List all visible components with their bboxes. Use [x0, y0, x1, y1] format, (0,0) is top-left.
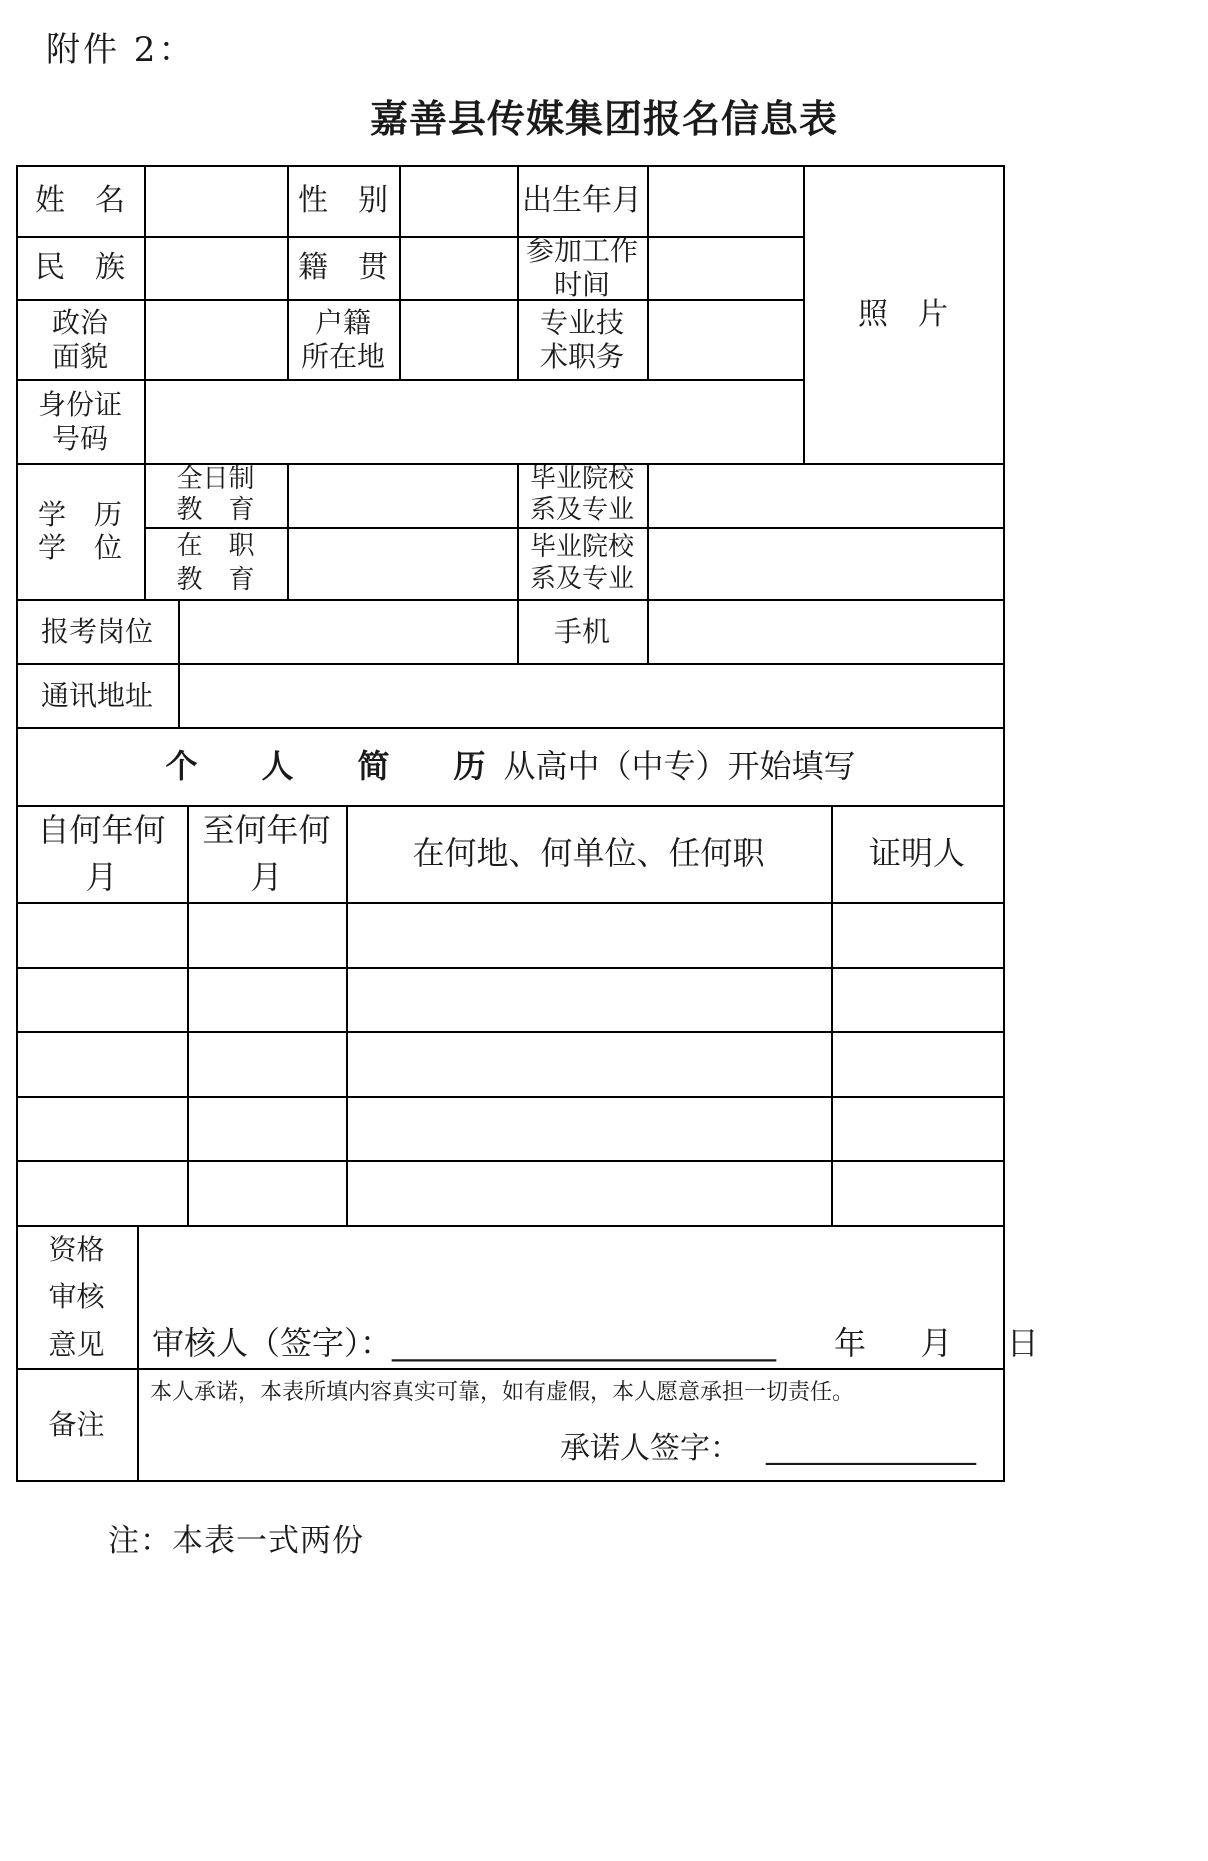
resume-witness-cell[interactable] — [833, 1162, 1002, 1224]
label-apply-position: 报考岗位 — [40, 614, 153, 648]
onjob-school-field[interactable] — [649, 529, 1002, 598]
col-from-line2: 月 — [85, 857, 118, 896]
onjob-edu-field[interactable] — [289, 529, 516, 598]
col-header-from — [16, 805, 187, 902]
col-header-where: 在何地、何单位、任何职 — [412, 834, 765, 873]
label-birth: 出生年月 — [522, 183, 642, 218]
resume-from-cell[interactable] — [18, 1162, 186, 1224]
label-fulltime-school-line1: 毕业院校 — [529, 463, 634, 494]
label-work-start-line2: 时间 — [553, 268, 610, 301]
label-work-start — [517, 236, 647, 300]
resume-from-cell[interactable] — [18, 1098, 186, 1159]
label-tech-title-line1: 专业技 — [539, 305, 624, 339]
label-political — [16, 299, 144, 380]
tech-title-field[interactable] — [649, 301, 802, 378]
resume-witness-cell[interactable] — [833, 904, 1002, 966]
native-place-field[interactable] — [401, 238, 516, 298]
reviewer-signature — [152, 1318, 776, 1364]
reviewer-label: 审核人（签字）： — [152, 1324, 393, 1362]
label-id-line1: 身份证 — [37, 387, 122, 421]
label-ethnicity: 民 族 — [35, 250, 125, 285]
label-id-number — [16, 379, 144, 464]
gender-field[interactable] — [401, 167, 516, 235]
label-review-line3: 意见 — [48, 1327, 105, 1361]
apply-position-field[interactable] — [180, 601, 516, 662]
resume-witness-cell[interactable] — [833, 1098, 1002, 1159]
footer-note: 注：本表一式两份 — [108, 1523, 364, 1559]
resume-to-cell[interactable] — [189, 969, 345, 1030]
resume-from-cell[interactable] — [18, 1033, 186, 1095]
label-gender: 性 别 — [298, 183, 388, 218]
fulltime-edu-field[interactable] — [289, 465, 516, 525]
review-year: 年 — [834, 1324, 867, 1362]
ethnicity-field[interactable] — [146, 238, 286, 298]
label-political-line2: 面貌 — [51, 339, 108, 373]
photo-box[interactable]: 照 片 — [858, 296, 948, 332]
resume-witness-cell[interactable] — [833, 969, 1002, 1030]
label-id-line2: 号码 — [51, 421, 108, 455]
reviewer-signature-line[interactable]: ________________________ — [392, 1324, 777, 1362]
label-education-line2: 学 位 — [37, 530, 122, 564]
label-household-line1: 户籍 — [314, 305, 371, 339]
label-onjob-school — [517, 527, 647, 600]
name-field[interactable] — [146, 167, 286, 235]
resume-title: 个 人 简 历 — [165, 746, 486, 785]
label-education-line1: 学 历 — [37, 498, 122, 532]
label-tech-title — [517, 299, 647, 380]
label-onjob-line2: 教 育 — [176, 564, 255, 595]
id-number-field[interactable] — [146, 381, 802, 462]
resume-where-cell[interactable] — [348, 904, 830, 966]
resume-from-cell[interactable] — [18, 969, 186, 1030]
label-review-line2: 审核 — [48, 1280, 105, 1314]
label-household — [287, 299, 399, 380]
resume-where-cell[interactable] — [348, 1033, 830, 1095]
review-date — [834, 1318, 1039, 1364]
label-fulltime-edu — [144, 463, 287, 527]
resume-where-cell[interactable] — [348, 1162, 830, 1224]
col-to-line1: 至何年何 — [202, 811, 331, 850]
label-remarks: 备注 — [48, 1407, 105, 1441]
label-name: 姓 名 — [35, 183, 125, 218]
label-education — [16, 463, 144, 600]
label-onjob-line1: 在 职 — [176, 530, 255, 561]
col-from-line1: 自何年何 — [37, 811, 166, 850]
address-field[interactable] — [180, 665, 1002, 726]
work-start-field[interactable] — [649, 238, 802, 298]
label-political-line1: 政治 — [51, 305, 108, 339]
attachment-label: 附件 2： — [46, 30, 196, 70]
label-address: 通讯地址 — [40, 678, 153, 712]
label-tech-title-line2: 术职务 — [539, 339, 624, 373]
resume-to-cell[interactable] — [189, 1162, 345, 1224]
resume-witness-cell[interactable] — [833, 1033, 1002, 1095]
label-onjob-school-line2: 系及专业 — [529, 563, 634, 594]
label-fulltime-school — [517, 463, 647, 527]
review-month: 月 — [920, 1324, 953, 1362]
household-field[interactable] — [401, 301, 516, 378]
col-to-line2: 月 — [250, 857, 283, 896]
label-review-line1: 资格 — [48, 1232, 105, 1266]
review-day: 日 — [1006, 1324, 1039, 1362]
resume-heading — [16, 727, 1005, 805]
label-work-start-line1: 参加工作 — [525, 234, 638, 268]
resume-where-cell[interactable] — [348, 969, 830, 1030]
pledger-signature — [560, 1423, 976, 1467]
form-title: 嘉善县传媒集团报名信息表 — [369, 97, 838, 141]
col-header-to — [187, 805, 346, 902]
pledger-signature-line[interactable]: ______________ — [766, 1431, 976, 1466]
pledge-text: 本人承诺，本表所填内容真实可靠，如有虚假，本人愿意承担一切责任。 — [150, 1380, 855, 1405]
political-field[interactable] — [146, 301, 286, 378]
resume-to-cell[interactable] — [189, 904, 345, 966]
label-fulltime-line2: 教 育 — [176, 495, 255, 525]
label-fulltime-school-line2: 系及专业 — [529, 495, 634, 525]
label-onjob-edu — [144, 527, 287, 600]
label-fulltime-line1: 全日制 — [176, 463, 255, 494]
pledger-label: 承诺人签字： — [560, 1431, 740, 1466]
mobile-field[interactable] — [649, 601, 1002, 662]
fulltime-school-field[interactable] — [649, 465, 1002, 525]
label-native-place: 籍 贯 — [298, 250, 388, 285]
col-header-witness: 证明人 — [868, 834, 965, 873]
resume-where-cell[interactable] — [348, 1098, 830, 1159]
birth-field[interactable] — [649, 167, 802, 235]
label-onjob-school-line1: 毕业院校 — [529, 532, 634, 563]
label-household-line2: 所在地 — [300, 339, 385, 373]
resume-to-cell[interactable] — [189, 1033, 345, 1095]
resume-subtitle: 从高中（中专）开始填写 — [503, 746, 856, 785]
resume-to-cell[interactable] — [189, 1098, 345, 1159]
resume-from-cell[interactable] — [18, 904, 186, 966]
label-review — [16, 1225, 137, 1369]
label-mobile: 手机 — [553, 614, 610, 648]
